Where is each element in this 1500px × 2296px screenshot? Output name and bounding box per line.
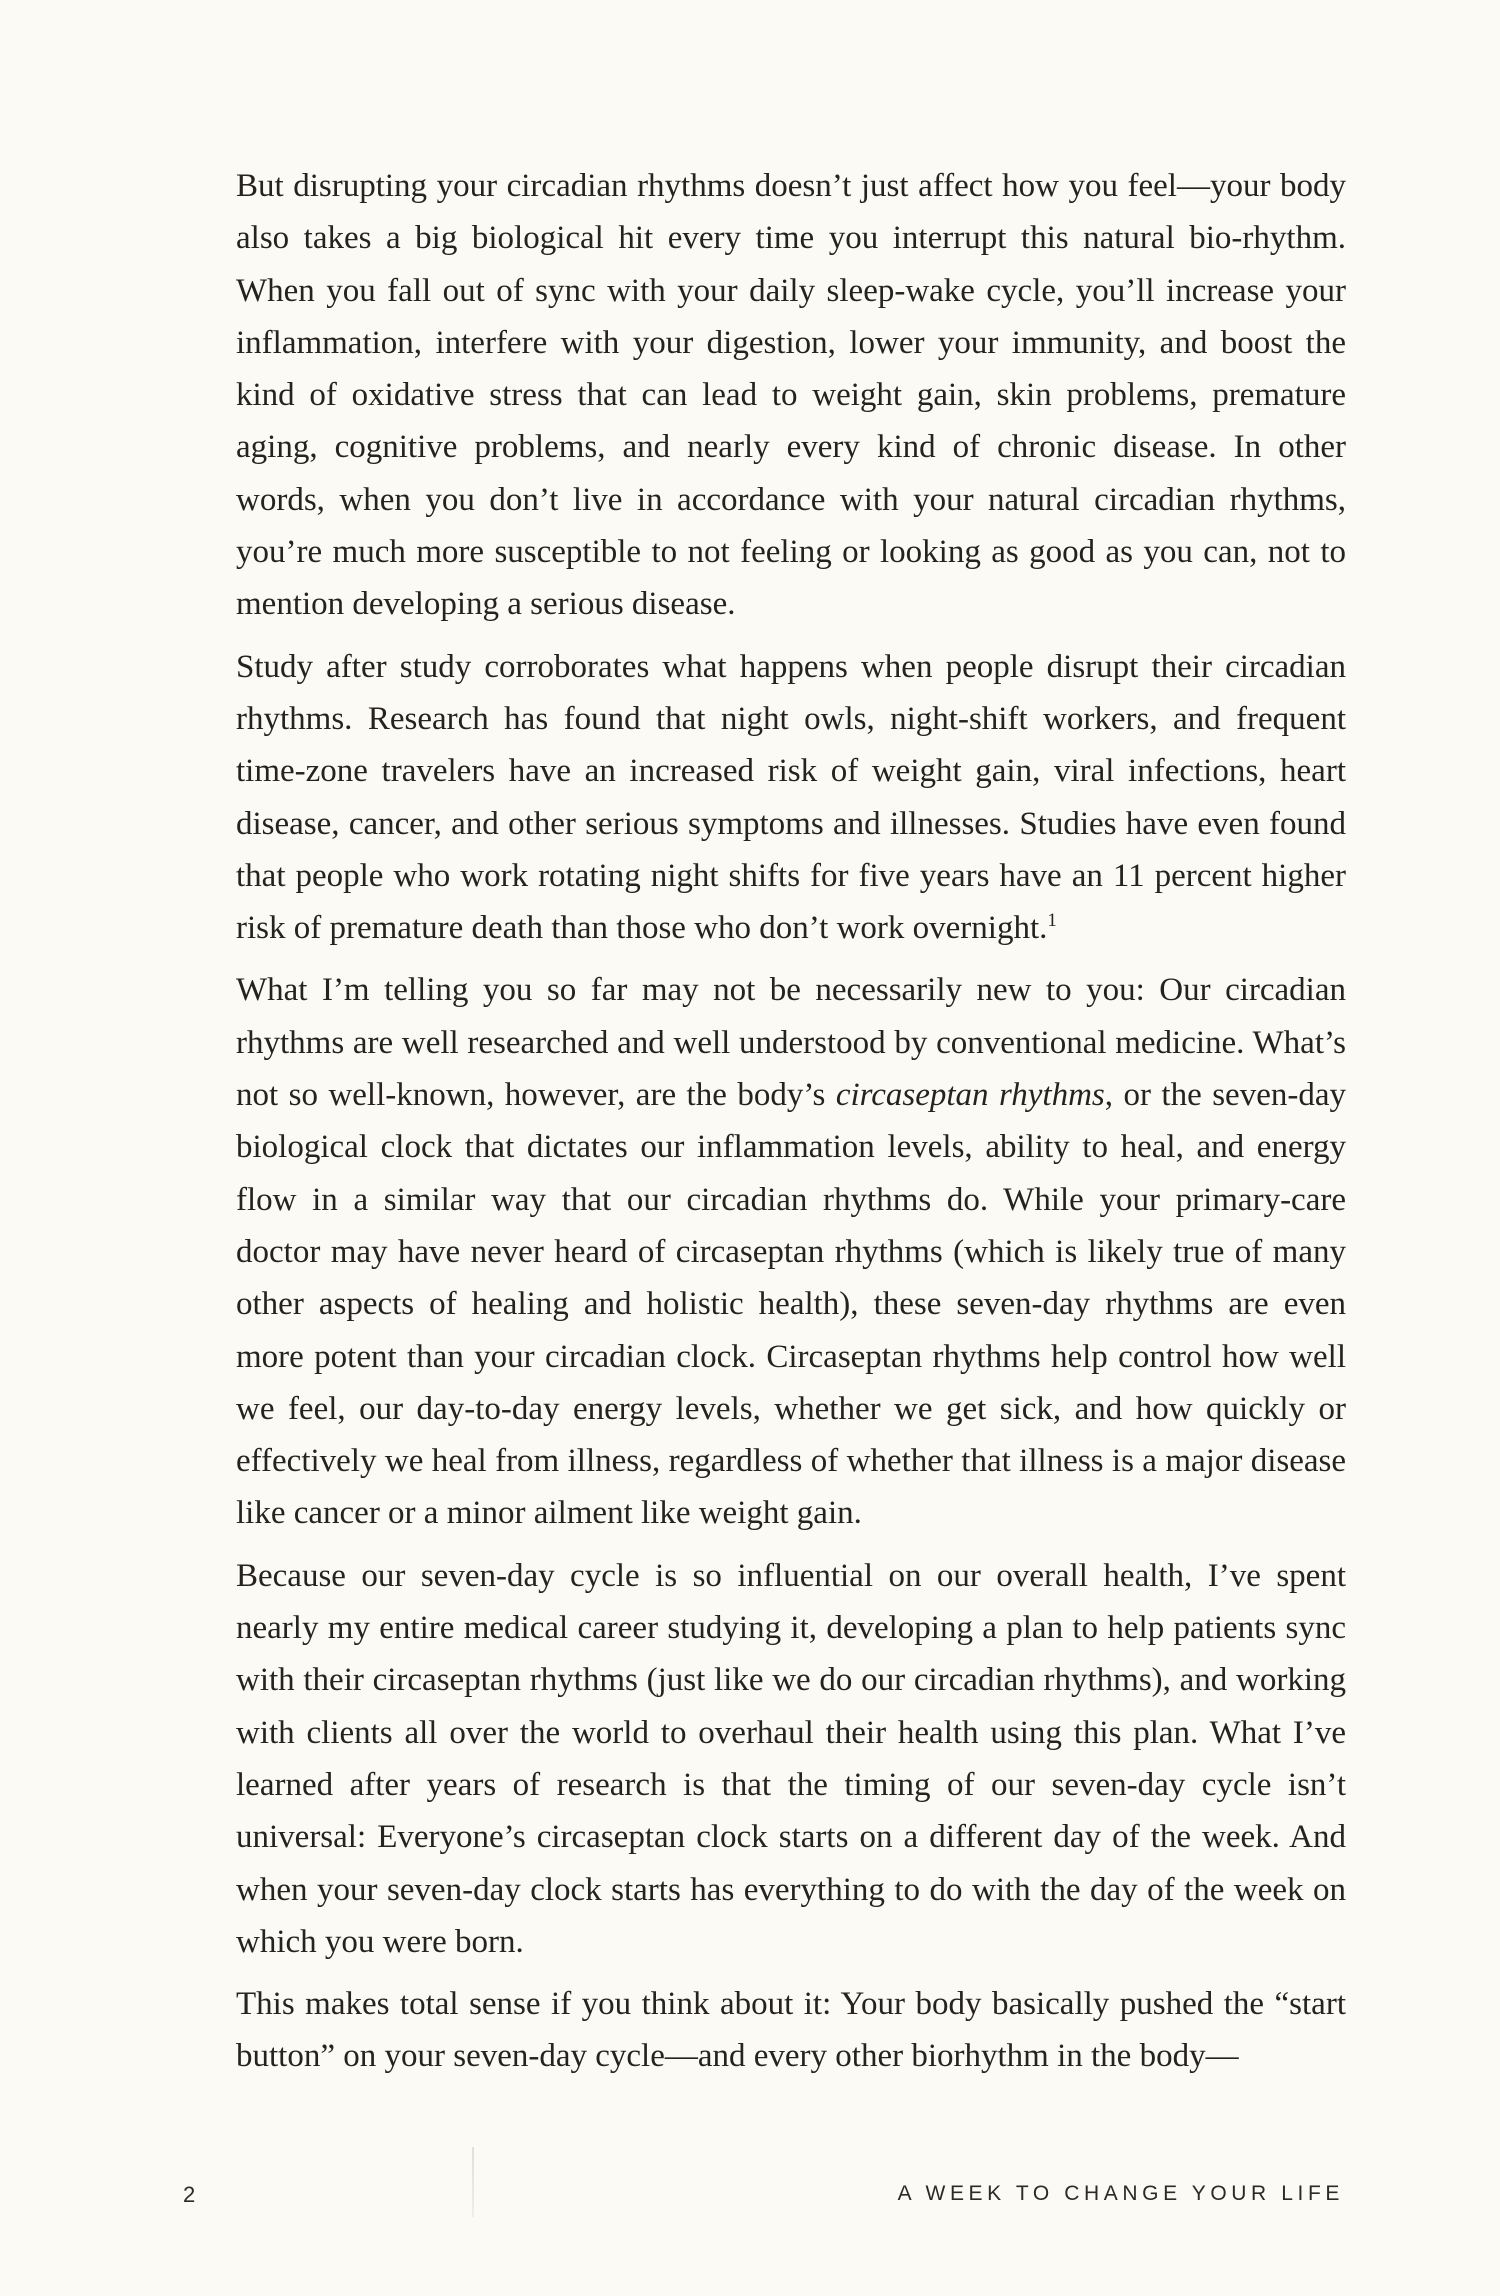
paragraph-4-text: Because our seven-day cycle is so influential on our overall health, I’ve spent nearly my entire medical career studying it, developing a plan to help patients sync with their circaseptan rhythms (just like we do our circadian rhythms), and working with clients all over the world to overhaul their health using this plan. What I’ve learned after years of research is that the timing of our seven-day cycle isn’t universal: Everyone’s circaseptan clock starts on a different day of the week. And when your seven-day clock starts has everything to do with the day of the week on which you were born. — [236, 1557, 1346, 1960]
paragraph-gap — [236, 954, 1346, 964]
paragraph-1 — [236, 160, 1346, 631]
paragraph-gap — [236, 1968, 1346, 1978]
body-text — [236, 160, 1346, 2083]
page-footer — [0, 2182, 1500, 2222]
running-head: A WEEK TO CHANGE YOUR LIFE — [897, 2182, 1344, 2205]
page-number: 2 — [183, 2182, 197, 2207]
paragraph-5-text: This makes total sense if you think about it: Your body basically pushed the “start button” on your seven-day cycle—and every other biorhythm in the body— — [236, 1986, 1346, 2075]
paragraph-2-text: Study after study corroborates what happens when people disrupt their circadian rhythms. Research has found that night owls, night-shift workers, and frequent time-zone travelers have an increased risk of weight gain, viral infections, heart disease, cancer, and other serious symptoms and illnesses. Studies have even found that people who work rotating night shifts for five years have an 11 percent higher risk of premature death than those who don’t work overnight. — [236, 648, 1346, 947]
paragraph-2 — [236, 641, 1346, 955]
paragraph-5 — [236, 1978, 1346, 2083]
paragraph-3-text-a: What I’m telling you so far may not be necessarily new to you: Our circadian rhythms are well researched and well understood by conventional medicine. What’s not so well-known, however, are the body’s — [236, 972, 1346, 1114]
paragraph-1-text: But disrupting your circadian rhythms doesn’t just affect how you feel—your body also takes a big biological hit every time you interrupt this natural bio-rhythm. When you fall out of sync with your daily sleep-wake cycle, you’ll increase your inflammation, interfere with your digestion, lower your immunity, and boost the kind of oxidative stress that can lead to weight gain, skin problems, premature aging, cognitive problems, and nearly every kind of chronic disease. In other words, when you don’t live in accordance with your natural circadian rhythms, you’re much more susceptible to not feeling or looking as good as you can, not to mention developing a serious disease. — [236, 168, 1346, 623]
paragraph-3-text-b: , or the seven-day biological clock that dictates our inflammation levels, ability to heal, and energy flow in a similar way that our circadian rhythms do. While your primary-care doctor may have never heard of circaseptan rhythms (which is likely true of many other aspects of healing and holistic health), these seven-day rhythms are even more potent than your circadian clock. Circaseptan rhythms help control how well we feel, our day-to-day energy levels, whether we get sick, and how quickly or effectively we heal from illness, regardless of whether that illness is a major disease like cancer or a minor ailment like weight gain. — [236, 1077, 1346, 1532]
paragraph-3-emphasis: circaseptan rhythms — [835, 1077, 1105, 1114]
paragraph-4 — [236, 1550, 1346, 1968]
paragraph-gap — [236, 631, 1346, 641]
footnote-reference-1[interactable]: 1 — [1047, 910, 1057, 932]
paragraph-gap — [236, 1540, 1346, 1550]
paragraph-3 — [236, 964, 1346, 1539]
